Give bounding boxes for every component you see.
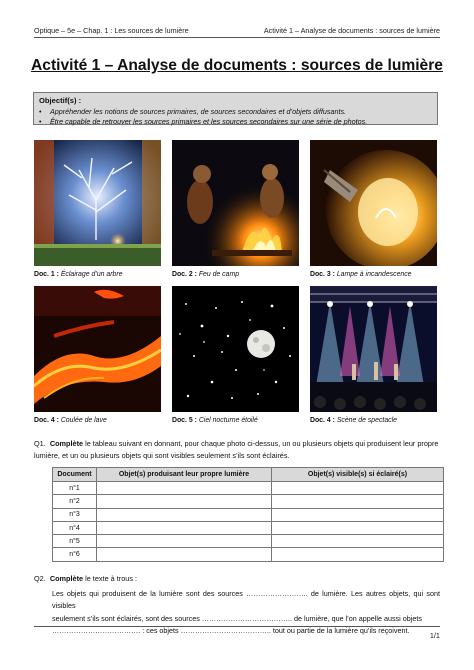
objective-item: • Être capable de retrouver les sources primaires et les sources secondaires sur une série de photos. (39, 117, 432, 126)
fill-in-line: ………………………………. : ces objets ……………………………….. tout ou partie de la lumière qu’ils reçoivent. (52, 625, 410, 635)
table-row: n°2 (53, 495, 444, 508)
answer-cell[interactable] (272, 521, 444, 534)
objectives-box (33, 92, 438, 125)
table-header: Document (53, 468, 97, 482)
table-row: n°5 (53, 535, 444, 548)
footer-divider (34, 626, 440, 627)
doc-caption: Doc. 2 : Feu de camp (172, 271, 240, 278)
objective-item: • Appréhender les notions de sources primaires, de sources secondaires et d’objets diffusants. (39, 107, 432, 116)
light-bulb-photo (310, 140, 437, 266)
page-title: Activité 1 – Analyse de documents : sources de lumière (31, 57, 443, 74)
answer-cell[interactable] (97, 495, 272, 508)
answer-cell[interactable] (272, 508, 444, 521)
fill-in-text (52, 588, 440, 637)
illuminated-tree-photo (34, 140, 161, 266)
header-right: Activité 1 – Analyse de documents : sources de lumière (263, 26, 440, 35)
campfire-photo (172, 140, 299, 266)
table-row: n°3 (53, 508, 444, 521)
answer-cell[interactable] (97, 521, 272, 534)
table-header: Objet(s) visible(s) si éclairé(s) (272, 468, 444, 482)
table-row: n°1 (53, 482, 444, 495)
answer-table (52, 467, 444, 562)
objectives-heading: Objectif(s) : (39, 96, 82, 105)
answer-cell[interactable] (97, 508, 272, 521)
doc-caption: Doc. 1 : Éclairage d’un arbre (34, 271, 123, 278)
doc-caption: Doc. 4 : Scène de spectacle (310, 417, 397, 424)
table-row: n°4 (53, 521, 444, 534)
header-divider (34, 37, 440, 38)
header-left: Optique – 5e – Chap. 1 : Les sources de lumière (34, 26, 189, 35)
answer-cell[interactable] (97, 482, 272, 495)
answer-cell[interactable] (97, 548, 272, 561)
answer-cell[interactable] (272, 548, 444, 561)
question-2: Q2. Complète le texte à trous : (34, 574, 138, 583)
answer-cell[interactable] (272, 495, 444, 508)
table-row: n°6 (53, 548, 444, 561)
lava-flow-photo (34, 286, 161, 412)
night-sky-photo (172, 286, 299, 412)
concert-stage-photo (310, 286, 437, 412)
answer-cell[interactable] (97, 535, 272, 548)
page-number: 1/1 (429, 631, 440, 640)
table-header-row (53, 468, 444, 482)
answer-cell[interactable] (272, 482, 444, 495)
doc-caption: Doc. 5 : Ciel nocturne étoilé (172, 417, 258, 424)
fill-in-line: seulement s’ils sont éclairés, sont des sources ……………………………….. de lumière, que l’on appelle aussi objets (52, 613, 422, 623)
doc-caption: Doc. 3 : Lampe à incandescence (310, 271, 412, 278)
table-header: Objet(s) produisant leur propre lumière (97, 468, 272, 482)
answer-cell[interactable] (272, 535, 444, 548)
question-1: Q1. Complète le tableau suivant en donnant, pour chaque photo ci-dessus, un ou plusieurs objets qui produisent leur propre lumière, et un ou plusieurs objets qui sont visibles seulement s’ils sont éclairés. (34, 439, 439, 460)
doc-caption: Doc. 4 : Coulée de lave (34, 417, 107, 424)
fill-in-line: Les objets qui produisent de la lumière sont des sources …………………….. de lumière. Les autres objets, qui sont visibles (52, 589, 440, 611)
